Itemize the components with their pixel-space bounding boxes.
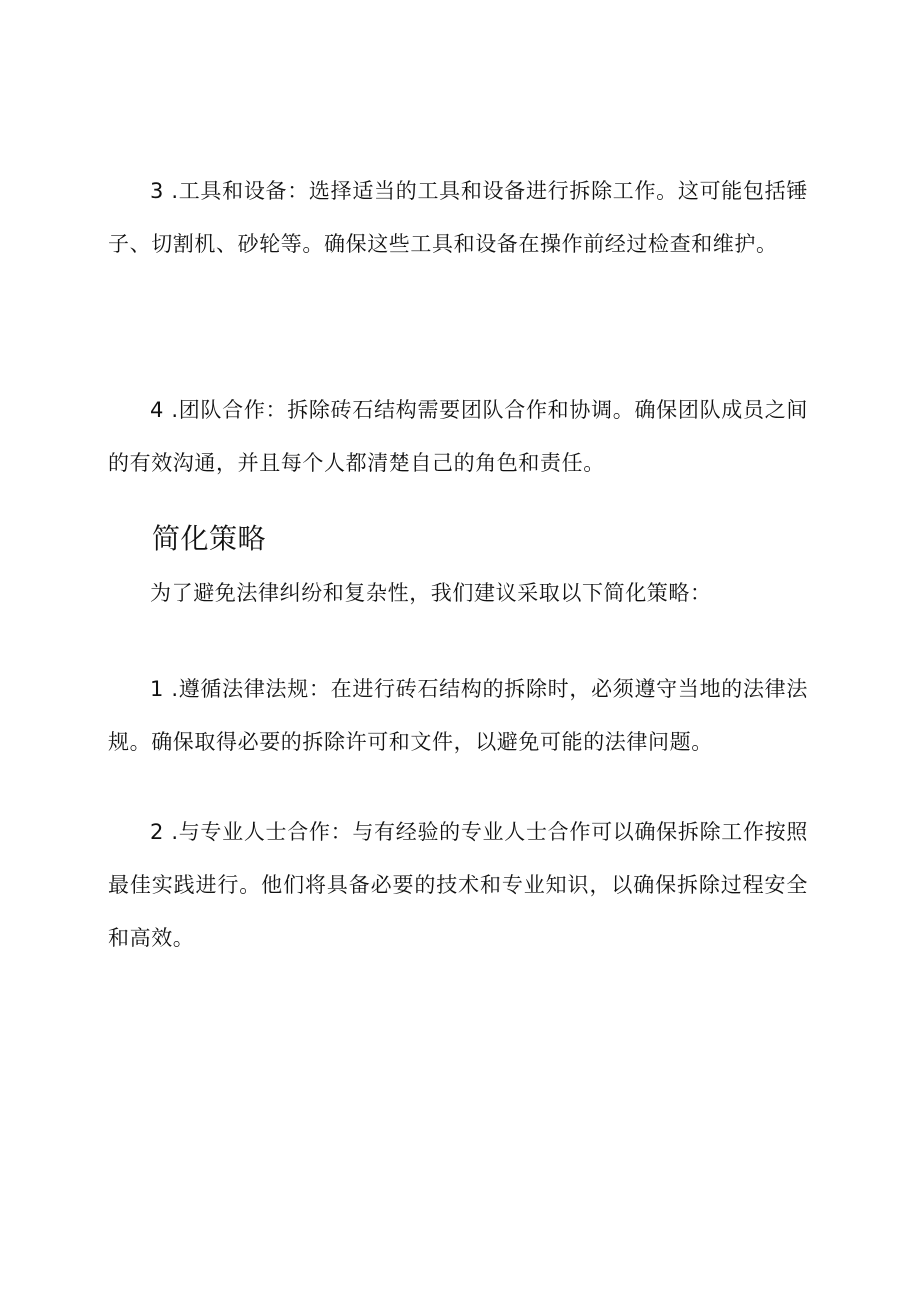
list-item-teamwork: 4 .团队合作：拆除砖石结构需要团队合作和协调。确保团队成员之间的有效沟通，并且每个人都清楚自己的角色和责任。 <box>108 398 808 475</box>
section-heading: 简化策略 <box>152 522 267 555</box>
list-item-professionals: 2 .与专业人士合作：与有经验的专业人士合作可以确保拆除工作按照最佳实践进行。他们将具备必要的技术和专业知识，以确保拆除过程安全和高效。 <box>108 820 808 950</box>
list-item-tools-equipment: 3 .工具和设备：选择适当的工具和设备进行拆除工作。这可能包括锤子、切割机、砂轮等。确保这些工具和设备在操作前经过检查和维护。 <box>108 179 808 256</box>
section-intro: 为了避免法律纠纷和复杂性，我们建议采取以下简化策略： <box>150 581 712 605</box>
list-item-follow-laws: 1 .遵循法律法规：在进行砖石结构的拆除时，必须遵守当地的法律法规。确保取得必要的拆除许可和文件，以避免可能的法律问题。 <box>108 677 808 754</box>
